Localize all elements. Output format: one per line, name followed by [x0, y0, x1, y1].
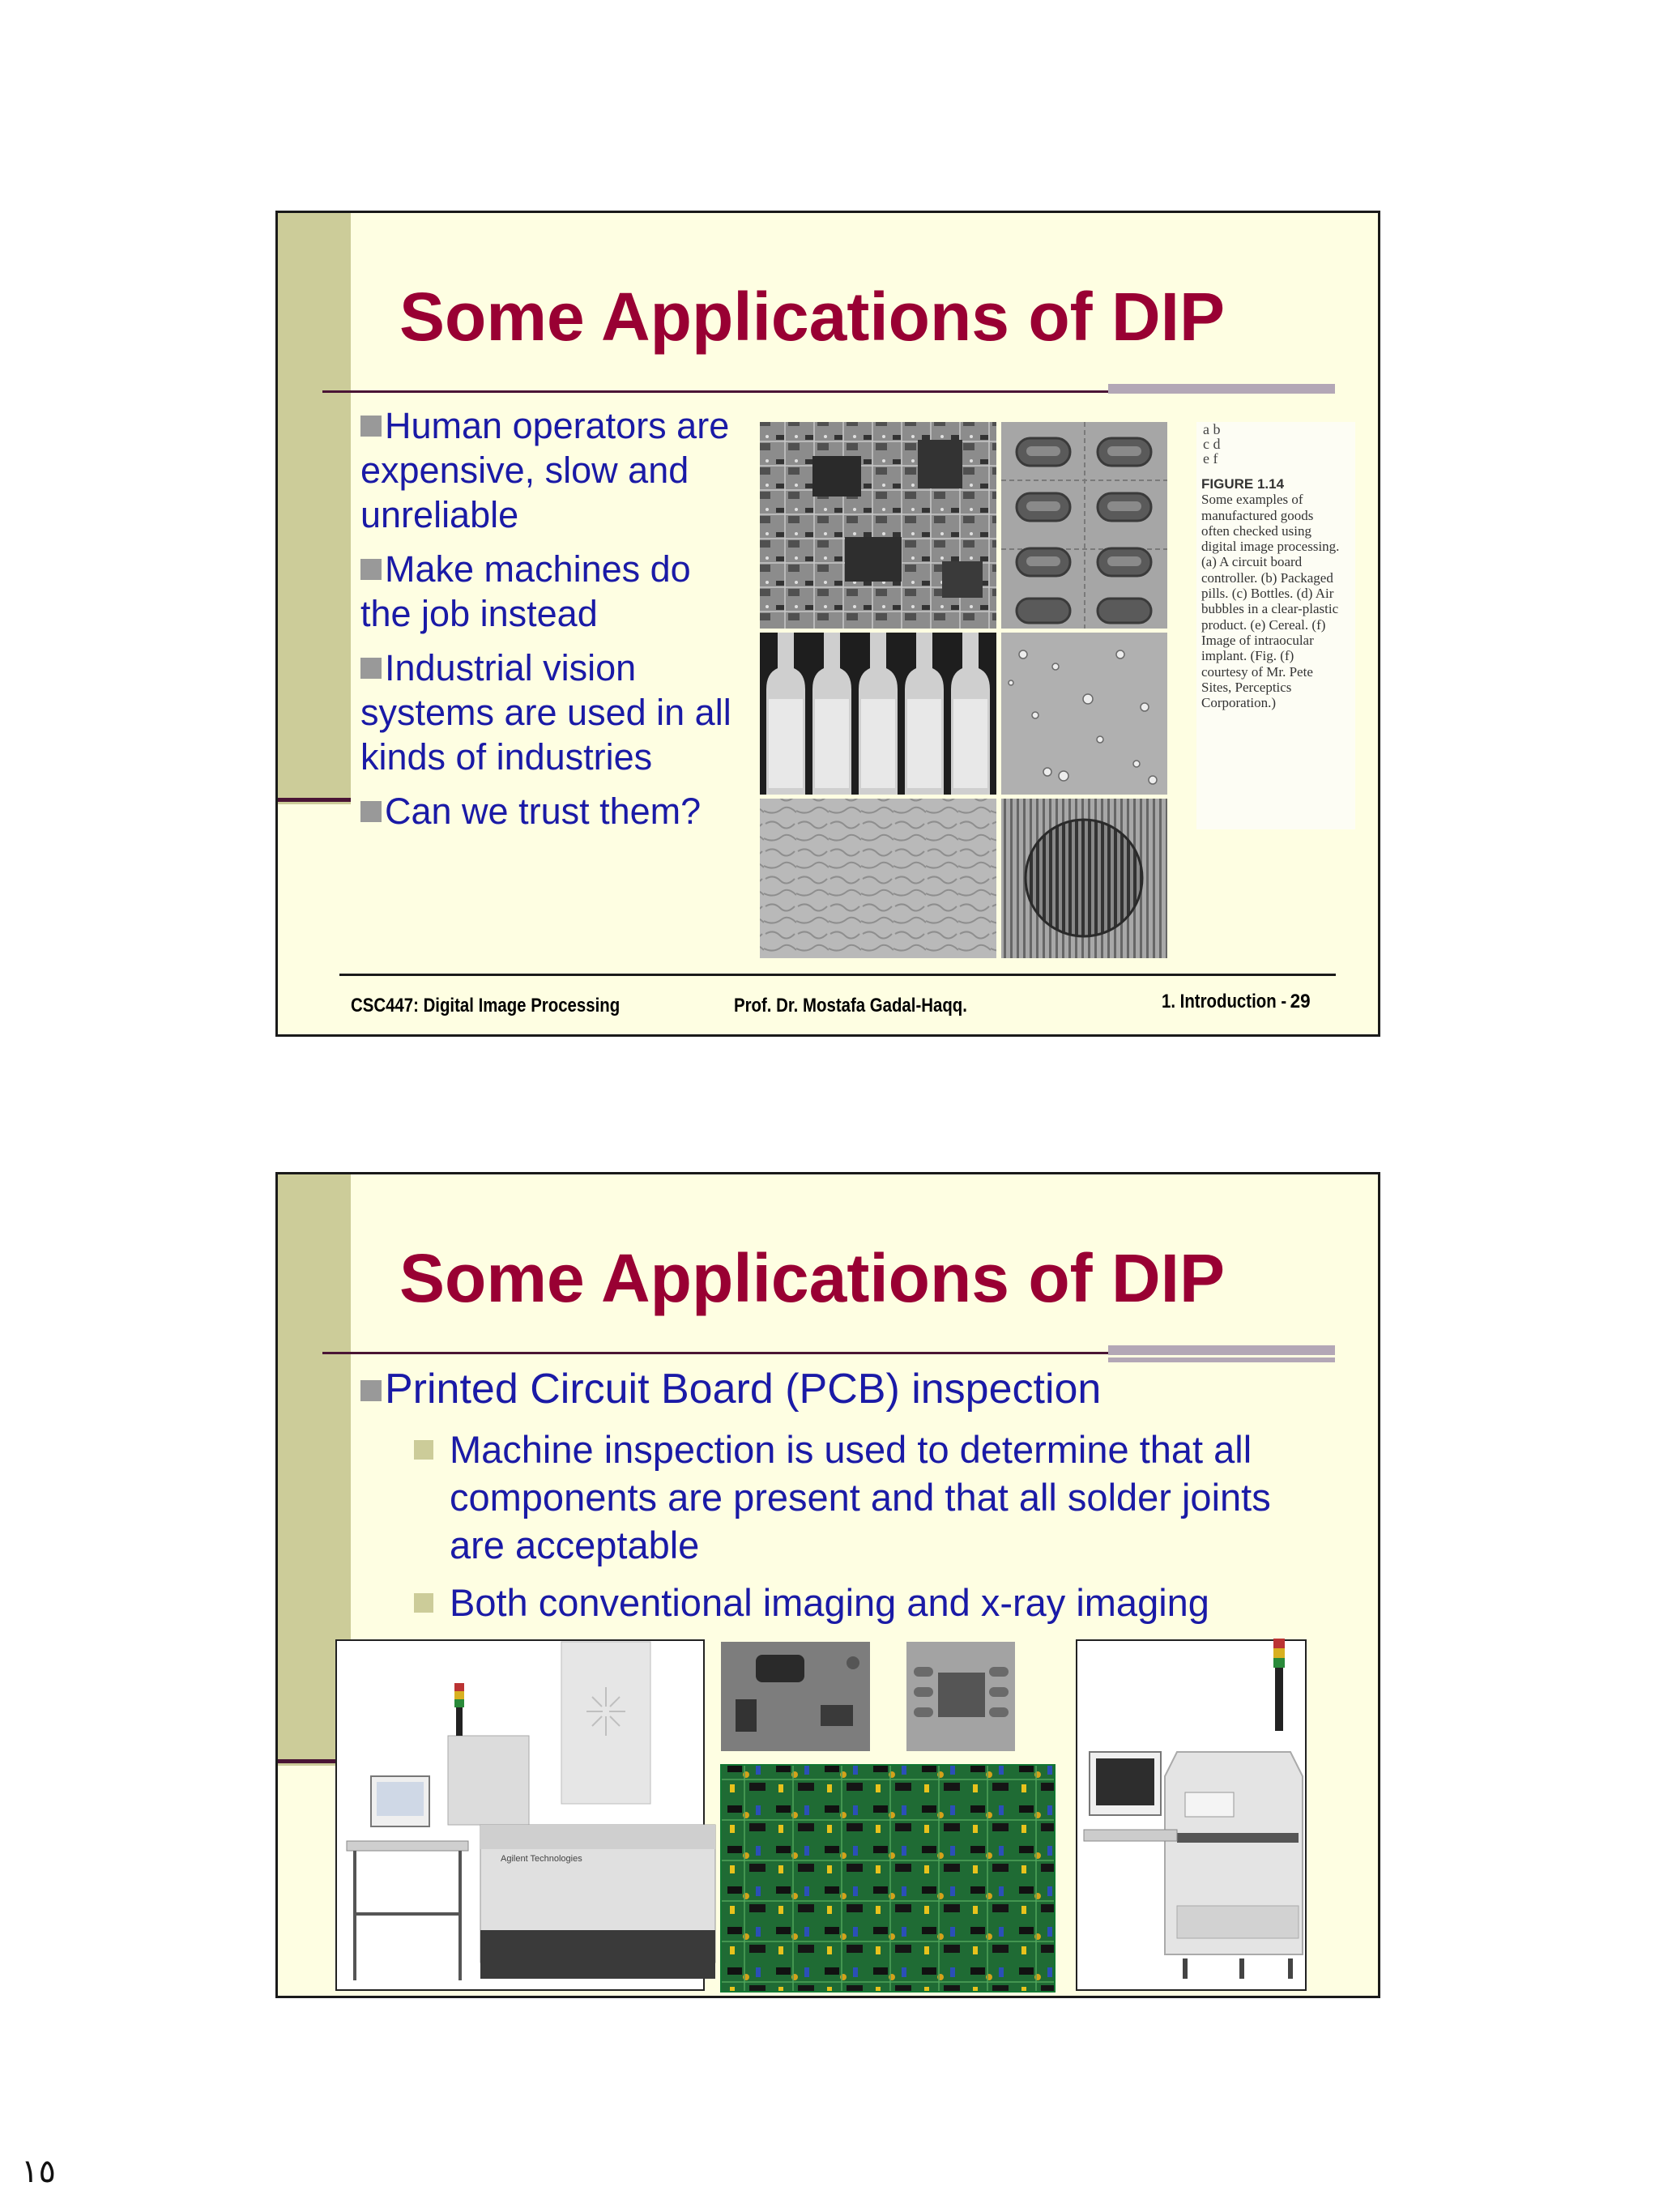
footer-course: CSC447: Digital Image Processing — [351, 995, 621, 1016]
sub-bullet-square-icon — [414, 1440, 433, 1460]
xray-pcb-image-2 — [906, 1642, 1015, 1751]
bullet-item: Human operators are expensive, slow and unreliable — [360, 405, 730, 535]
footer-instructor: Prof. Dr. Mostafa Gadal-Haqq. — [734, 995, 967, 1016]
aoi-inspection-machine-photo — [1077, 1639, 1306, 1990]
bullet-item: Industrial vision systems are used in all kinds of industries — [360, 647, 731, 778]
sub-bullet-item: Both conventional imaging and x-ray imaging — [414, 1579, 1321, 1626]
figure-caption-text: Some examples of manufactured goods often checked using digital image processing. (a) A circuit board controller. (b) Packaged pills. (c) Bottles. (d) Air bubbles in a clear-plastic product. (e) Cereal. (f) Image of intraocular implant. (Fig. (f) courtesy of Mr. Pete Sites, Perceptics Corporation.) — [1201, 492, 1340, 711]
figure-panel-letters: a b c d e f — [1203, 421, 1221, 467]
bullet-item: Make machines do the job instead — [360, 548, 691, 634]
bullet-square-icon — [360, 416, 382, 437]
sidebar-accent — [278, 798, 351, 802]
sub-bullet-list — [414, 1426, 1321, 1636]
document-page-number: ١٥ — [21, 2153, 56, 2190]
slide-title: Some Applications of DIP — [399, 1240, 1225, 1316]
sub-bullet-square-icon — [414, 1593, 433, 1613]
figure-number: FIGURE 1.14 — [1201, 476, 1285, 492]
slide-page-number: 29 — [1290, 991, 1311, 1012]
main-bullet: Printed Circuit Board (PCB) inspection — [360, 1362, 1101, 1416]
pcb-color-photo — [721, 1765, 1055, 1992]
slide-2 — [275, 1172, 1380, 1998]
slide-sidebar — [278, 213, 351, 804]
pcb-inspection-photos — [335, 1639, 1307, 1995]
title-accent-bar — [1108, 1345, 1335, 1355]
footer-rule — [339, 974, 1336, 976]
cereal-image — [760, 799, 996, 958]
title-accent-bar — [1108, 384, 1335, 394]
bullet-square-icon — [360, 658, 382, 679]
bullet-square-icon — [360, 801, 382, 822]
figure-caption — [1201, 476, 1343, 710]
bullet-square-icon — [360, 1380, 382, 1401]
xray-pcb-image-1 — [721, 1642, 870, 1751]
machine-brand-label: Agilent Technologies — [501, 1854, 582, 1864]
bullet-square-icon — [360, 559, 382, 580]
bullet-item: Can we trust them? — [360, 789, 749, 833]
footer-page-label — [1162, 991, 1309, 1013]
slide-title: Some Applications of DIP — [399, 279, 1225, 355]
slide-1 — [275, 211, 1380, 1037]
bullet-list — [360, 403, 749, 843]
xray-inspection-machine-photo — [336, 1640, 715, 1990]
sub-bullet-item: Machine inspection is used to determine that all components are present and that all solder joints are acceptable — [414, 1426, 1321, 1569]
footer-section: 1. Introduction - — [1162, 991, 1287, 1012]
title-accent-bar-thin — [1108, 1357, 1335, 1362]
